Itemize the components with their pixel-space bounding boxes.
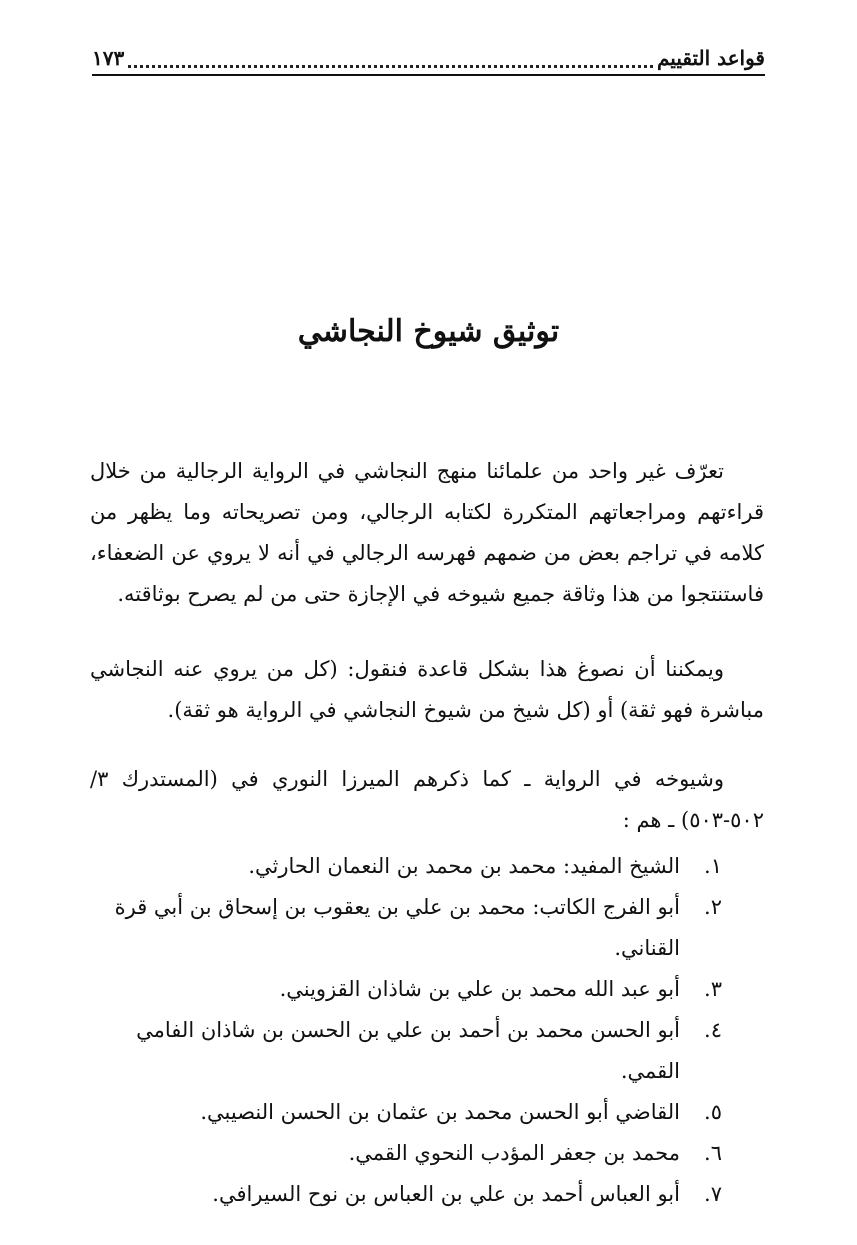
item-text: الشيخ المفيد: محمد بن محمد بن النعمان الحارثي. [248, 854, 680, 878]
paragraph-text: وشيوخه في الرواية ـ كما ذكرهم الميرزا النوري في (المستدرك ٣/ ٥٠٢-٥٠٣) ـ هم : [90, 767, 764, 832]
leader-dots [128, 64, 653, 68]
item-number: ٦. [704, 1141, 722, 1165]
running-header [92, 40, 765, 76]
item-number: ٣. [704, 977, 722, 1001]
list-item [92, 1092, 722, 1133]
item-text: أبو العباس أحمد بن علي بن العباس بن نوح السيرافي. [212, 1182, 680, 1206]
list-item [92, 1133, 722, 1174]
item-text: محمد بن جعفر المؤدب النحوي القمي. [348, 1141, 680, 1165]
list-item [92, 887, 722, 969]
list-item [92, 969, 722, 1010]
list-item [92, 846, 722, 887]
paragraph-rule [90, 649, 764, 731]
paragraph-sources-intro [90, 759, 764, 841]
paragraph-text: تعرّف غير واحد من علمائنا منهج النجاشي في الرواية الرجالية من خلال قراءتهم ومراجعاتهم المتكررة لكتابه الرجالي، ومن تصريحاته وما يظهر من كلامه في تراجم بعض من ضمهم فهرسه الرجالي في أنه لا يروي عن الضعفاء، فاستنتجوا من هذا وثاقة جميع شيوخه في الإجازة حتى من لم يصرح بوثاقته. [90, 459, 764, 606]
list-item [92, 1174, 722, 1215]
item-text: أبو الفرج الكاتب: محمد بن علي بن يعقوب بن إسحاق بن أبي قرة القناني. [114, 895, 680, 960]
item-number: ٤. [704, 1018, 722, 1042]
item-text: أبو الحسن محمد بن أحمد بن علي بن الحسن بن شاذان الفامي القمي. [136, 1018, 680, 1083]
paragraph-intro [90, 451, 764, 615]
paragraph-text: ويمكننا أن نصوغ هذا بشكل قاعدة فنقول: (كل من يروي عنه النجاشي مباشرة فهو ثقة) أو (كل شيخ من شيوخ النجاشي في الرواية هو ثقة). [90, 657, 764, 722]
item-text: القاضي أبو الحسن محمد بن عثمان بن الحسن النصيبي. [200, 1100, 680, 1124]
item-number: ٧. [704, 1182, 722, 1206]
item-text: أبو عبد الله محمد بن علي بن شاذان القزويني. [279, 977, 680, 1001]
item-number: ٢. [704, 895, 722, 919]
list-item [92, 1010, 722, 1092]
page-number: ١٧٣ [92, 46, 125, 70]
chapter-title: توثيق شيوخ النجاشي [297, 314, 560, 349]
item-number: ٥. [704, 1100, 722, 1124]
sheikhs-list [92, 846, 722, 1215]
running-title: قواعد التقييم [656, 46, 765, 70]
item-number: ١. [704, 854, 722, 878]
